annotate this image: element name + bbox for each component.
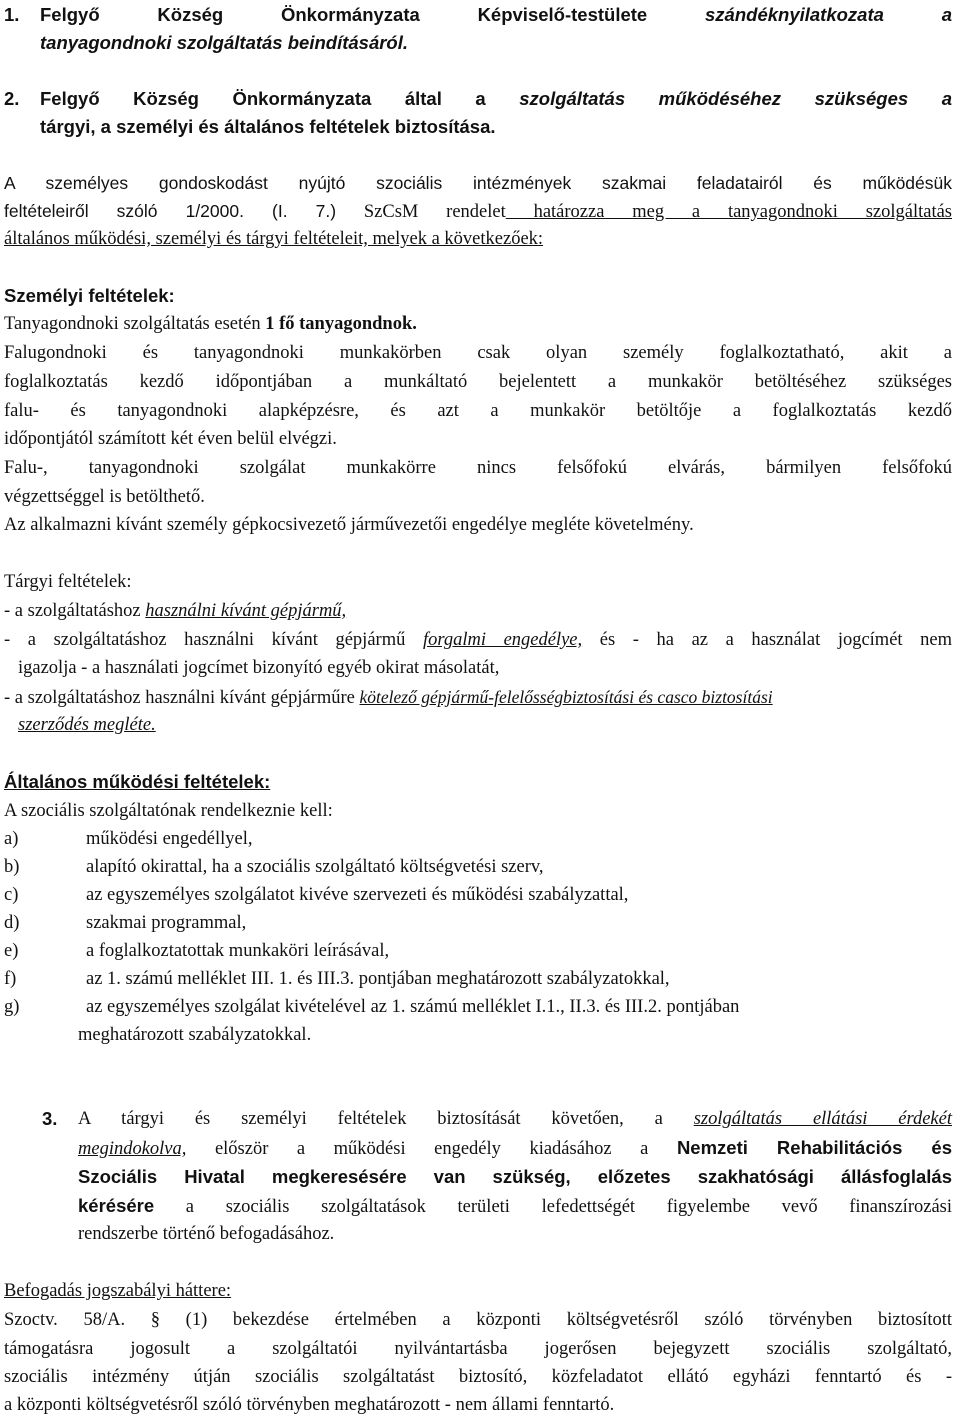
- legal-line-3: szociális intézmény útján szociális szolgáltatást biztosító, közfeladatot ellátó egyházi fenntartó és -: [4, 1367, 952, 1387]
- material-item-1-emph: használni kívánt gépjármű,: [145, 601, 347, 621]
- item-3-line-3: Szociális Hivatal megkeresésére van szükség, előzetes szakhatósági állásfoglalás: [78, 1166, 952, 1187]
- general-list-item: [4, 854, 544, 880]
- material-item-2: [4, 627, 952, 653]
- material-item-3: [4, 684, 773, 711]
- personal-staff-text: Tanyagondnoki szolgáltatás esetén: [4, 314, 266, 334]
- general-list-item: [4, 966, 670, 992]
- personal-line-2: Falugondnoki és tanyagondnoki munkakörben csak olyan személy foglalkoztatható, akit a: [4, 343, 952, 363]
- personal-line-6: Falu-, tanyagondnoki szolgálat munkakörre nincs felsőfokú elvárás, bármilyen felsőfokú: [4, 458, 952, 478]
- item-1-line-2: tanyagondnoki szolgáltatás beindításáról.: [40, 32, 409, 53]
- general-list-item-text: alapító okirattal, ha a szociális szolgáltató költségvetési szerv,: [86, 857, 544, 877]
- general-list-item-label: e): [4, 941, 19, 961]
- item-1-number: 1.: [4, 4, 20, 25]
- item-3-line-2: [78, 1135, 952, 1162]
- intro-line-3: általános működési, személyi és tárgyi feltételeit, melyek a következőek:: [4, 229, 544, 249]
- material-item-3-cont: szerződés megléte.: [18, 715, 156, 735]
- general-list-item-text: az 1. számú melléklet III. 1. és III.3. pontjában meghatározott szabályzatokkal,: [86, 969, 670, 989]
- general-list-item-text: az egyszemélyes szolgálatot kivéve szervezeti és működési szabályzattal,: [86, 885, 629, 905]
- item-2-line-1: [4, 86, 952, 112]
- general-list-item-label: f): [4, 969, 17, 989]
- item-3-text-a: A tárgyi és személyi feltételek biztosítását követően, a: [78, 1109, 663, 1129]
- personal-line-4: falu- és tanyagondnoki alapképzésre, és azt a munkakör betöltője a foglalkoztatás kezdő: [4, 401, 952, 421]
- intro-line-1: A személyes gondoskodást nyújtó szociális intézmények szakmai feladatairól és működésük: [4, 173, 952, 193]
- personal-staff-count: 1 fő tanyagondnok.: [265, 314, 417, 334]
- intro-regulation: SzCsM rendelet: [336, 202, 506, 222]
- item-2-number: 2.: [4, 88, 20, 109]
- item-3-line-1: [42, 1106, 952, 1132]
- general-list-item: [4, 938, 389, 964]
- item-2-text-a: Felgyő Község Önkormányzata által a: [40, 88, 486, 109]
- item-2-text-line2: tárgyi, a személyi és általános feltételek biztosítása.: [40, 116, 496, 137]
- personal-heading: Személyi feltételek:: [4, 285, 175, 306]
- item-1-text-a: Felgyő Község Önkormányzata Képviselő-testülete: [40, 4, 648, 25]
- general-list-item-label: d): [4, 913, 20, 933]
- general-list-item-text: működési engedéllyel,: [86, 829, 253, 849]
- general-list-item-text: szakmai programmal,: [86, 913, 247, 933]
- material-item-2-emph: forgalmi engedélye,: [422, 630, 583, 650]
- material-item-3-emph: kötelező gépjármű-felelősségbiztosítási és casco biztosítási: [359, 687, 773, 707]
- general-list-item: [4, 882, 628, 908]
- material-item-2-tail: és - ha az a használat jogcímét nem: [582, 630, 952, 650]
- item-2-line-2: [40, 114, 496, 140]
- item-3-bold-b: kérésére: [78, 1195, 155, 1216]
- general-list-item-label: a): [4, 829, 19, 849]
- item-3-line-5: rendszerbe történő befogadásához.: [78, 1224, 335, 1244]
- material-item-3-text: - a szolgáltatáshoz használni kívánt gépjárműre: [4, 688, 360, 708]
- general-list-item: [4, 910, 246, 936]
- intro-ref: feltételeiről szóló 1/2000. (I. 7.): [4, 201, 337, 221]
- general-item-g-cont: meghatározott szabályzatokkal.: [78, 1025, 312, 1045]
- item-3-bold-a: Nemzeti Rehabilitációs és: [676, 1137, 952, 1158]
- general-heading: Általános működési feltételek:: [4, 771, 271, 792]
- material-item-1: [4, 598, 346, 624]
- item-3-text-b: először a működési engedély kiadásához a: [186, 1139, 677, 1159]
- personal-line-3: foglalkoztatás kezdő időpontjában a munkáltató bejelentett a munkakör betöltéséhez szükséges: [4, 372, 952, 392]
- general-list-item-label: g): [4, 997, 20, 1017]
- personal-line-8: Az alkalmazni kívánt személy gépkocsivezető járművezetői engedélye megléte követelmény.: [4, 515, 694, 535]
- general-list-item: [4, 826, 252, 852]
- intro-underlined-a: határozza meg a tanyagondnoki szolgáltatás: [505, 202, 953, 222]
- item-3-emph-a: szolgáltatás ellátási érdekét: [693, 1109, 952, 1129]
- personal-line-7: végzettséggel is betölthető.: [4, 487, 205, 507]
- material-item-1-text: - a szolgáltatáshoz: [4, 601, 146, 621]
- general-list-item-text: a foglalkoztatottak munkaköri leírásával,: [86, 941, 390, 961]
- item-3-number: 3.: [42, 1108, 58, 1129]
- general-list-item-text: az egyszemélyes szolgálat kivételével az 1. számú melléklet I.1., II.3. és III.2. pontjában: [86, 997, 740, 1017]
- item-3-text-c: a szociális szolgáltatások területi lefedettségét figyelembe vevő finanszírozási: [154, 1197, 952, 1217]
- item-3-emph-b: megindokolva,: [78, 1139, 187, 1159]
- material-heading: Tárgyi feltételek:: [4, 572, 132, 592]
- personal-line-1: [4, 311, 417, 337]
- legal-line-2: támogatásra jogosult a szolgáltatói nyilvántartásba jogerősen bejegyzett szociális szolgáltató,: [4, 1339, 952, 1359]
- personal-line-5: időpontjától számított két éven belül elvégzi.: [4, 429, 337, 449]
- legal-line-4: a központi költségvetésről szóló törvényben meghatározott - nem állami fenntartó.: [4, 1395, 615, 1415]
- general-list-item-label: c): [4, 885, 19, 905]
- general-intro: A szociális szolgáltatónak rendelkeznie kell:: [4, 801, 333, 821]
- legal-heading: Befogadás jogszabályi háttere:: [4, 1281, 232, 1301]
- item-1-line-1: [4, 2, 952, 28]
- general-list-item-label: b): [4, 857, 20, 877]
- item-2-text-b: szolgáltatás működéséhez szükséges a: [519, 88, 952, 109]
- item-1-text-b: szándéknyilatkozata a: [705, 4, 952, 25]
- item-3-line-4: [78, 1193, 952, 1220]
- legal-line-1: Szoctv. 58/A. § (1) bekezdése értelmében a központi költségvetésről szóló törvényben biztosított: [4, 1310, 952, 1330]
- material-item-2-text: - a szolgáltatáshoz használni kívánt gépjármű: [4, 630, 423, 650]
- general-list-item: [4, 994, 739, 1020]
- material-item-2-cont: igazolja - a használati jogcímet bizonyító egyéb okirat másolatát,: [18, 658, 500, 678]
- intro-line-2: [4, 198, 952, 225]
